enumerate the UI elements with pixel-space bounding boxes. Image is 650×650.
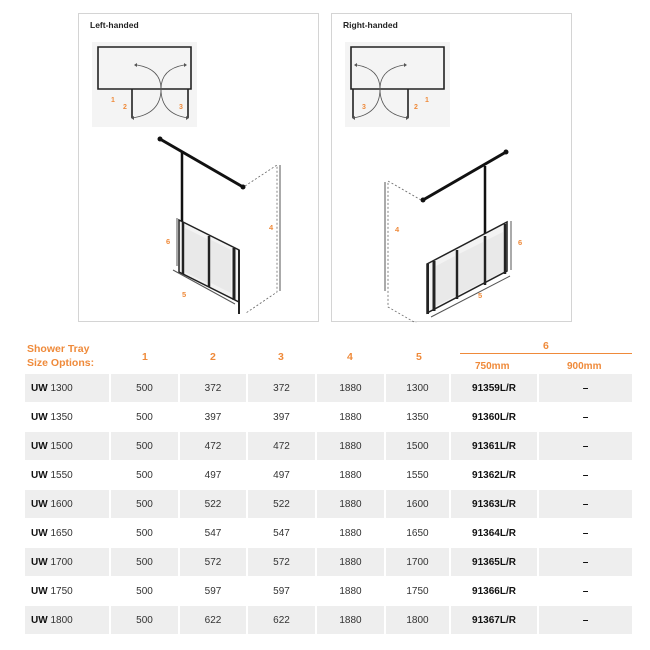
left-handed-panel bbox=[78, 13, 319, 322]
svg-text:4: 4 bbox=[395, 225, 400, 234]
cell-3: 572 bbox=[248, 548, 315, 576]
cell-750: 91360L/R bbox=[472, 411, 516, 423]
header-900mm: 900mm bbox=[567, 361, 602, 372]
table-row bbox=[25, 374, 632, 402]
svg-text:3: 3 bbox=[362, 104, 366, 111]
cell-900: – bbox=[539, 432, 632, 460]
header-size-options-line2: Size Options: bbox=[27, 357, 95, 369]
size-cell: UW 1650 bbox=[31, 527, 73, 539]
right-handed-diagram bbox=[332, 14, 573, 323]
cell-900: – bbox=[539, 374, 632, 402]
svg-text:5: 5 bbox=[478, 291, 483, 300]
cell-750: 91362L/R bbox=[472, 469, 516, 481]
table-row bbox=[25, 403, 632, 431]
size-cell: UW 1800 bbox=[25, 606, 109, 634]
table-row bbox=[25, 461, 632, 489]
svg-text:5: 5 bbox=[182, 290, 187, 299]
cell-4: 1880 bbox=[339, 527, 362, 539]
cell-3: 397 bbox=[273, 411, 290, 423]
cell-900: – bbox=[539, 490, 632, 518]
cell-1: 500 bbox=[136, 411, 153, 423]
cell-5: 1750 bbox=[406, 585, 429, 597]
cell-1: 500 bbox=[111, 374, 178, 402]
header-750mm: 750mm bbox=[475, 361, 510, 372]
cell-2: 547 bbox=[204, 527, 222, 539]
header-col-1: 1 bbox=[142, 351, 148, 363]
cell-900: – bbox=[582, 527, 589, 539]
cell-750: 91363L/R bbox=[451, 490, 537, 518]
cell-5: 1800 bbox=[386, 606, 449, 634]
cell-3: 622 bbox=[248, 606, 315, 634]
cell-1: 500 bbox=[136, 585, 153, 597]
size-cell: UW 1300 bbox=[25, 374, 109, 402]
cell-750: 91366L/R bbox=[472, 585, 516, 597]
cell-4: 1880 bbox=[339, 411, 362, 423]
cell-750: 91359L/R bbox=[451, 374, 537, 402]
size-cell: UW 1700 bbox=[25, 548, 109, 576]
cell-2: 472 bbox=[180, 432, 246, 460]
header-col-6: 6 bbox=[543, 340, 549, 352]
cell-900: – bbox=[582, 469, 589, 481]
cell-2: 572 bbox=[180, 548, 246, 576]
table-row bbox=[25, 606, 632, 634]
size-cell: UW 1550 bbox=[31, 469, 73, 481]
cell-900: – bbox=[582, 411, 589, 423]
svg-text:6: 6 bbox=[518, 238, 523, 247]
cell-3: 497 bbox=[273, 469, 290, 481]
right-handed-panel bbox=[331, 13, 572, 322]
cell-4: 1880 bbox=[339, 585, 362, 597]
svg-text:2: 2 bbox=[123, 104, 127, 111]
panel-title: Left-handed bbox=[90, 20, 139, 30]
cell-900: – bbox=[539, 606, 632, 634]
size-cell: UW 1350 bbox=[31, 411, 73, 423]
cell-2: 372 bbox=[180, 374, 246, 402]
size-cell: UW 1500 bbox=[25, 432, 109, 460]
cell-900: – bbox=[539, 548, 632, 576]
cell-3: 547 bbox=[273, 527, 290, 539]
table-row bbox=[25, 519, 632, 547]
cell-900: – bbox=[582, 585, 589, 597]
cell-5: 1700 bbox=[386, 548, 449, 576]
cell-4: 1880 bbox=[317, 490, 384, 518]
svg-text:2: 2 bbox=[414, 104, 418, 111]
cell-3: 522 bbox=[248, 490, 315, 518]
svg-text:1: 1 bbox=[425, 97, 429, 104]
cell-4: 1880 bbox=[317, 432, 384, 460]
cell-750: 91367L/R bbox=[451, 606, 537, 634]
panel-title: Right-handed bbox=[343, 20, 398, 30]
cell-3: 372 bbox=[248, 374, 315, 402]
cell-5: 1650 bbox=[406, 527, 429, 539]
cell-4: 1880 bbox=[317, 548, 384, 576]
cell-750: 91361L/R bbox=[451, 432, 537, 460]
cell-2: 522 bbox=[180, 490, 246, 518]
cell-5: 1300 bbox=[386, 374, 449, 402]
cell-1: 500 bbox=[111, 432, 178, 460]
header-col-3: 3 bbox=[278, 351, 284, 363]
table-row bbox=[25, 548, 632, 576]
cell-1: 500 bbox=[111, 548, 178, 576]
svg-text:6: 6 bbox=[166, 237, 171, 246]
cell-2: 597 bbox=[204, 585, 222, 597]
cell-1: 500 bbox=[111, 490, 178, 518]
cell-1: 500 bbox=[111, 606, 178, 634]
cell-2: 622 bbox=[180, 606, 246, 634]
cell-3: 597 bbox=[273, 585, 290, 597]
cell-4: 1880 bbox=[317, 374, 384, 402]
svg-text:1: 1 bbox=[111, 97, 115, 104]
cell-5: 1350 bbox=[406, 411, 429, 423]
header-size-options-line1: Shower Tray bbox=[27, 343, 90, 355]
cell-1: 500 bbox=[136, 527, 153, 539]
header-col-2: 2 bbox=[210, 351, 216, 363]
cell-5: 1600 bbox=[386, 490, 449, 518]
svg-text:4: 4 bbox=[269, 223, 274, 232]
cell-5: 1550 bbox=[406, 469, 429, 481]
header-col-4: 4 bbox=[347, 351, 353, 363]
cell-5: 1500 bbox=[386, 432, 449, 460]
table-row bbox=[25, 577, 632, 605]
cell-750: 91365L/R bbox=[451, 548, 537, 576]
svg-text:3: 3 bbox=[179, 104, 183, 111]
table-row bbox=[25, 432, 632, 460]
size-cell: UW 1600 bbox=[25, 490, 109, 518]
cell-2: 497 bbox=[204, 469, 222, 481]
cell-3: 472 bbox=[248, 432, 315, 460]
header-group-divider bbox=[460, 353, 632, 354]
left-handed-diagram bbox=[79, 14, 320, 323]
size-cell: UW 1750 bbox=[31, 585, 73, 597]
cell-2: 397 bbox=[204, 411, 222, 423]
cell-4: 1880 bbox=[339, 469, 362, 481]
header-col-5: 5 bbox=[416, 351, 422, 363]
table-row bbox=[25, 490, 632, 518]
cell-750: 91364L/R bbox=[472, 527, 516, 539]
cell-1: 500 bbox=[136, 469, 153, 481]
cell-4: 1880 bbox=[317, 606, 384, 634]
